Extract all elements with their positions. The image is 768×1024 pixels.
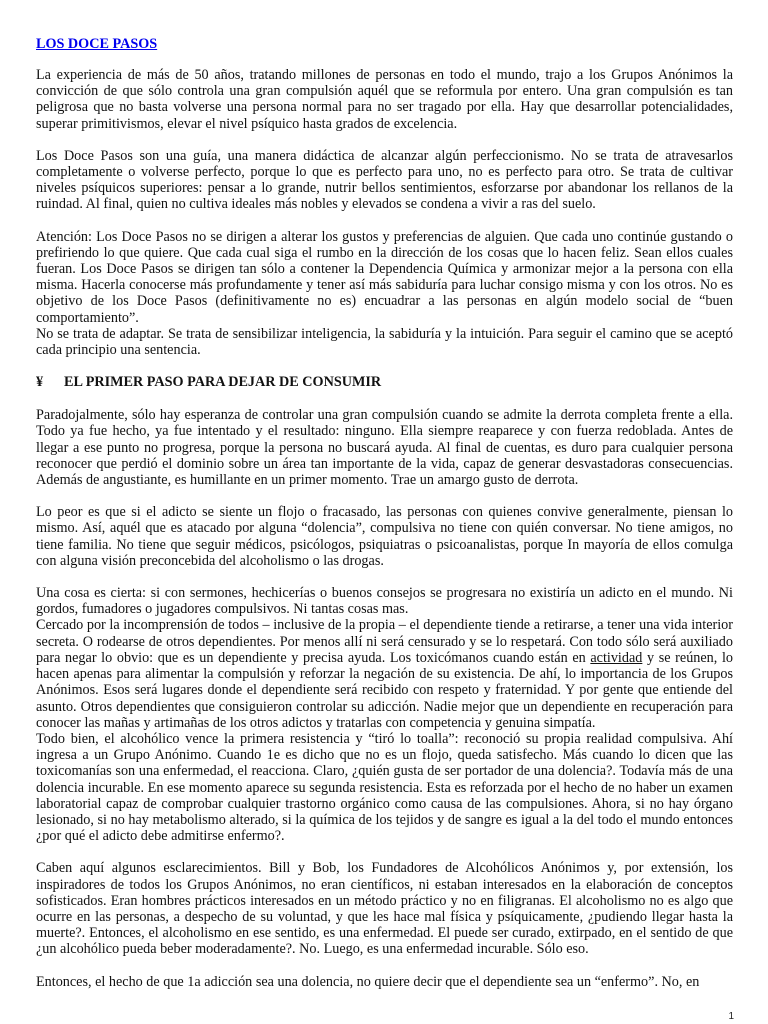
section-paragraph-7: Entonces, el hecho de que 1a adicción sea una dolencia, no quiere decir que el dependiente sea un “enfermo”. No, en [36,973,700,990]
section-paragraph-5: Todo bien, el alcohólico vence la primera resistencia y “tiró lo toalla”: reconoció su propia realidad compulsiva. Ahí ingresa a un Grupo Anónimo. Cuando 1e es dicho que no es un flojo, queda satisfecho. Más cuando lo dicen que las toxicomanías son una enfermedad, el reacciona. Claro, ¿quién gusta de ser portador de una dolencia?. Todavía más de una dolencia incurable. En ese momento aparece su segunda resistencia. Esta es reforzada por el hecho de no haber un examen laboratorial capaz de comprobar cualquier trastorno orgánico como causa de las compulsiones. Ahora, si no hay órgano lesionado, si no hay metabolismo alterado, si la química de los tejidos y de sangre es igual a la del todo el mundo entonces ¿por qué el adicto debe admitirse enfermo?. [36,730,733,845]
intro-paragraph-3: Atención: Los Doce Pasos no se dirigen a alterar los gustos y preferencias de alguien. Que cada uno continúe gustando o prefiriendo lo que quiere. Que cada cual siga el rumbo en la dirección de los cosas que lo hacen feliz. Sean ellos cuales fueran. Los Doce Pasos se dirigen tan sólo a contener la Dependencia Química y armonizar mejor a la persona con ella misma. Hacerla conocerse más profundamente y tener así más sabiduría para luchar consigo misma y con los otros. No es objetivo de los Doce Pasos (definitivamente no es) encuadrar a las personas en algún modelo social de “buen comportamiento”. [36,228,733,326]
section-heading [36,374,733,391]
section-paragraph-3: Una cosa es cierta: si con sermones, hechicerías o buenos consejos se progresara no existiría un adicto en el mundo. Ni gordos, fumadores o jugadores compulsivos. Ni tantas cosas mas. [36,585,733,618]
section-paragraph-4 [36,617,733,730]
document-page [36,36,733,990]
section-paragraph-6: Caben aquí algunos esclarecimientos. Bill y Bob, los Fundadores de Alcohólicos Anónimos y, por extensión, los inspiradores de todos los Grupos Anónimos, no eran científicos, ni estaban interesados en la elaboración de conceptos sofisticados. Eran hombres prácticos interesados en un método práctico y no en filigranas. El alcoholismo no es algo que ocurre en las personas, a despecho de su voluntad, y que les hace mal física y psíquicamente, ¿pudiendo llegar hasta la muerte?. Entonces, el alcoholismo en ese sentido, es una enfermedad. El puede ser curado, extirpado, en el sentido de que ¿un alcohólico pueda beber moderadamente?. No. Luego, es una enfermedad incurable. Sólo eso. [36,860,733,958]
paragraph-text-after-link: y se reúnen, lo hacen apenas para alimentar la compulsión y reforzar la negación de su existencia. De ahí, lo importancia de los Grupos Anónimos. Esos será lugares donde el dependiente será recibido con respeto y fraternidad. Y por gente que entiende del asunto. Otros dependientes que consiguieron controlar su adicción. Nadie mejor que un dependiente en recuperación para conocer las mañas y artimañas de los otros adictos y tratarlas con competencia y genuina simpatía. [36,649,733,731]
section-bullet: ¥ [36,374,44,391]
section-paragraph-2: Lo peor es que si el adicto se siente un flojo o fracasado, las personas con quienes convive generalmente, piensan lo mismo. Así, aquél que es atacado por alguna “dolencia”, compulsiva no tiene con quién conversar. No tiene amigos, no tiene familia. No tiene que seguir médicos, psicólogos, psiquiatras o psicoanalistas, porque In mayoría de ellos comulga con alguna visión preconcebida del alcoholismo o las drogas. [36,504,733,569]
page-number: 1 [728,1011,734,1022]
actividad-link[interactable]: actividad [590,649,643,666]
intro-paragraph-2: Los Doce Pasos son una guía, una manera didáctica de alcanzar algún perfeccionismo. No se trata de atravesarlos completamente o volverse perfecto, porque lo que es perfecto para uno, no es perfecto para otro. Se trata de cultivar niveles psíquicos superiores: pensar a lo grande, nutrir bellos sentimientos, esforzarse por abandonar los rellanos de la ruindad. Al final, quien no cultiva ideales más nobles y elevados se condena a vivir a ras del suelo. [36,147,733,213]
paragraph-text-before-link: Cercado por la incomprensión de todos – inclusive de la propia – el dependiente tiende a retirarse, a tener una vida interior secreta. O rodearse de otros dependientes. Por menos allí ni será censurado y se lo respetará. Con todo sólo será auxiliado para negar lo obvio: que es un dependiente y precisa ayuda. Los toxicómanos cuando están en [36,617,733,666]
intro-paragraph-4: No se trata de adaptar. Se trata de sensibilizar inteligencia, la sabiduría y la intuición. Para seguir el camino que se aceptó cada principio una sentencia. [36,325,733,359]
section-title: EL PRIMER PASO PARA DEJAR DE CONSUMIR [64,374,382,391]
intro-paragraph-1: La experiencia de más de 50 años, tratando millones de personas en todo el mundo, trajo a los Grupos Anónimos la convicción de que sólo controla una gran compulsión aquél que se reformula por entero. Una gran compulsión es tan peligrosa que no basta volverse una persona normal para no ser tragado por ella. Hay que desarrollar potencialidades, superar primitivismos, elevar el nivel psíquico hasta grados de excelencia. [36,67,733,132]
document-title[interactable]: LOS DOCE PASOS [36,36,158,52]
section-paragraph-1: Paradojalmente, sólo hay esperanza de controlar una gran compulsión cuando se admite la derrota completa frente a ella. Todo ya fue hecho, ya fue intentado y el resultado: ninguno. Ella siempre reaparece y con fuerza redoblada. Antes de llegar a ese punto no progresa, porque la persona no buscará ayuda. Al final de cuentas, es duro para cualquier persona reconocer que perdió el dominio sobre un área tan importante de la vida, capaz de generar desvastadoras consecuencias. Además de angustiante, es humillante en un primer momento. Trae un amargo gusto de derrota. [36,407,733,489]
